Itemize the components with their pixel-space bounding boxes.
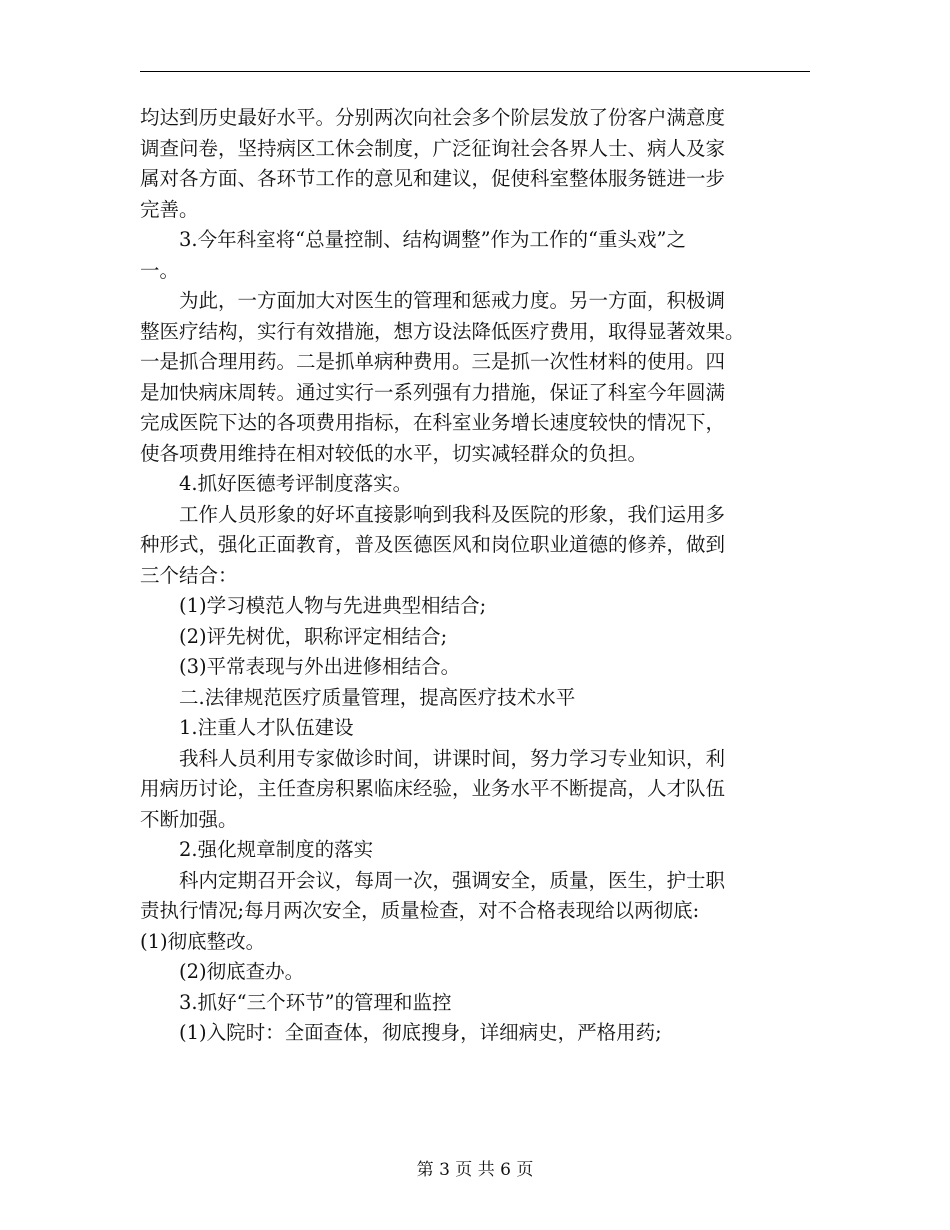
text-line: (1)彻底整改。: [140, 929, 266, 953]
text-line: 二.法律规范医疗质量管理，提高医疗技术水平: [179, 685, 576, 709]
page-footer: 第 3 页 共 6 页: [416, 1160, 534, 1180]
text-line: 为此，一方面加大对医生的管理和惩戒力度。另一方面，积极调: [179, 289, 726, 312]
text-line: 调查问卷，坚持病区工休会制度，广泛征询社会各界人士、病人及家: [140, 136, 726, 160]
paragraph: [140, 683, 812, 714]
document-body: [140, 103, 812, 1049]
text-line: (2)彻底查办。: [179, 960, 305, 983]
text-line: 一是抓合理用药。二是抓单病种费用。三是抓一次性材料的使用。四: [140, 350, 726, 373]
text-line: 1.注重人才队伍建设: [179, 716, 354, 739]
paragraph: [140, 103, 812, 225]
text-line: 工作人员形象的好坏直接影响到我科及医院的形象，我们运用多: [179, 502, 726, 526]
paragraph: [140, 1018, 812, 1049]
text-line: 科内定期召开会议，每周一次，强调安全，质量，医生，护士职: [179, 868, 726, 892]
text-line: 4.抓好医德考评制度落实。: [179, 472, 413, 495]
text-line: (3)平常表现与外出进修相结合。: [179, 655, 461, 678]
paragraph: [140, 988, 812, 1019]
paragraph: [140, 469, 812, 500]
paragraph: [140, 500, 812, 592]
paragraph: [140, 835, 812, 866]
text-line: (2)评先树优，职称评定相结合;: [179, 624, 448, 648]
text-line: 3.今年科室将“总量控制、结构调整”作为工作的“重头戏”之: [179, 228, 686, 251]
text-line: 2.强化规章制度的落实: [179, 838, 374, 861]
text-line: 用病历讨论，主任查房积累临床经验，业务水平不断提高，人才队伍: [140, 777, 726, 800]
text-line: 不断加强。: [140, 807, 238, 831]
text-line: 一。: [140, 258, 180, 282]
paragraph: [140, 591, 812, 622]
paragraph: [140, 713, 812, 744]
paragraph: [140, 622, 812, 653]
text-line: 三个结合：: [140, 563, 238, 587]
text-line: 均达到历史最好水平。分别两次向社会多个阶层发放了份客户满意度: [140, 106, 726, 129]
text-line: 我科人员利用专家做诊时间，讲课时间，努力学习专业知识，利: [179, 746, 726, 770]
text-line: 使各项费用维持在相对较低的水平，切实减轻群众的负担。: [140, 441, 648, 465]
text-line: 完善。: [140, 197, 199, 221]
text-line: 完成医院下达的各项费用指标，在科室业务增长速度较快的情况下，: [140, 411, 726, 434]
text-line: 整医疗结构，实行有效措施，想方设法降低医疗费用，取得显著效果。: [140, 319, 745, 343]
paragraph: [140, 866, 812, 958]
text-line: (1)学习模范人物与先进典型相结合;: [179, 594, 487, 617]
paragraph: [140, 957, 812, 988]
paragraph: [140, 744, 812, 836]
paragraph: [140, 225, 812, 286]
text-line: 是加快病床周转。通过实行一系列强有力措施，保证了科室今年圆满: [140, 380, 726, 404]
paragraph: [140, 652, 812, 683]
header-rule: [140, 71, 810, 72]
paragraph: [140, 286, 812, 469]
text-line: 属对各方面、各环节工作的意见和建议，促使科室整体服务链进一步: [140, 167, 726, 190]
text-line: 3.抓好“三个环节”的管理和监控: [179, 990, 452, 1014]
text-line: 责执行情况;每月两次安全，质量检查，对不合格表现给以两彻底:: [140, 899, 700, 922]
text-line: (1)入院时：全面查体，彻底搜身，详细病史，严格用药;: [179, 1021, 662, 1044]
text-line: 种形式，强化正面教育，普及医德医风和岗位职业道德的修养，做到: [140, 533, 726, 556]
